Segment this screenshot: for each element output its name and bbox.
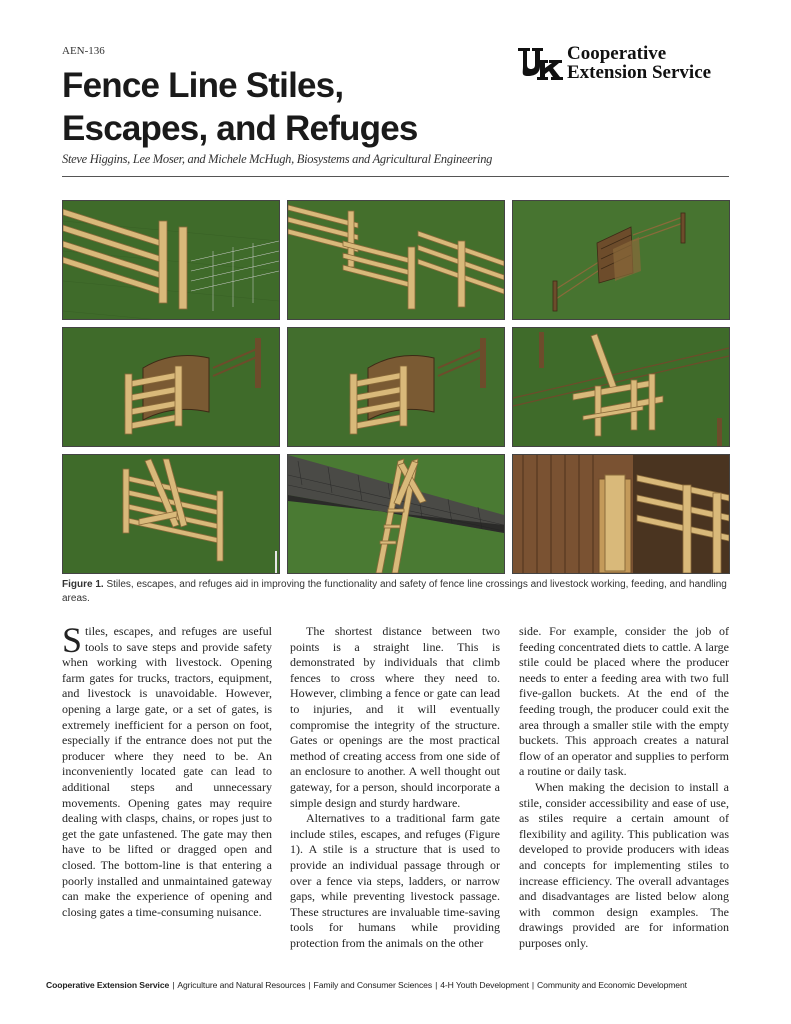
figure-tile-barn-escape [512, 454, 730, 574]
col2-paragraph-1: The shortest distance between two points is a straight line. This is demonstrated by individuals that climb fences to cross where they need to. However, climbing a fence or gate can lead to injuries, and it will eventually compromise the integrity of the structure. Gates or openings are the most practical method of creating access from one side of an enclosure to another. A well thought out gateway, for a person, should incorporate a simple design and sturdy hardware. [290, 624, 500, 810]
body-column-1 [62, 620, 272, 920]
figure-1-grid [62, 200, 730, 574]
document-code: AEN-136 [62, 45, 105, 57]
col1-paragraph-1-text: tiles, escapes, and refuges are useful tools to save steps and provide safety when working with livestock. Opening farm gates for trucks, tractors, equipment, and livestock is unavoidable. However, opening a large gate, or a set of gates, is extremely inefficient for a person on foot, especially if the entrance does not put the producer where they need to be. An inconveniently located gate can lead to additional steps and unnecessary movements. Opening gates may require dealing with clasps, chains, or ropes just to get the gate unfastened. The gate may then have to be lifted or dragged open and closed. The bottom-line is that entering a poorly installed and unmaintained gateway can make the experience of opening and closing gates a time-consuming nuisance. [62, 624, 272, 919]
body-column-3 [519, 624, 729, 951]
drop-cap: S [62, 620, 83, 660]
footer-org: Cooperative Extension Service [46, 980, 170, 990]
page-footer: Cooperative Extension Service | Agriculture and Natural Resources | Family and Consumer Sciences | 4-H Youth Development | Community and Economic Development [46, 980, 687, 990]
col3-paragraph-1: side. For example, consider the job of feeding concentrated diets to cattle. A large stile could be placed where the producer needs to enter a feeding area with two full five-gallon buckets. At the end of the feeding trough, the producer could exit the area through a smaller stile with the empty buckets. This approach creates a natural flow of an operator and supplies to perform a routine or daily task. [519, 624, 729, 779]
figure-caption [62, 578, 732, 606]
figure-tile-stone-wall-ladder [287, 454, 505, 574]
col1-paragraph-1 [62, 620, 272, 920]
figure-caption-text: Stiles, escapes, and refuges aid in improving the functionality and safety of fence line crossings and livestock working, feeding, and handling areas. [62, 579, 727, 604]
body-column-2 [290, 624, 500, 951]
authors-line: Steve Higgins, Lee Moser, and Michele McHugh, Biosystems and Agricultural Engineering [62, 152, 493, 166]
footer-item-3: 4-H Youth Development [440, 980, 529, 990]
title-line-1: Fence Line Stiles, [62, 66, 344, 105]
figure-tile-wing-stile [512, 200, 730, 320]
page-title [62, 64, 522, 150]
logo-line-2: Extension Service [567, 62, 712, 83]
figure-tile-ladder-over-fence [62, 454, 280, 574]
col2-paragraph-2: Alternatives to a traditional farm gate include stiles, escapes, and refuges (Figure 1). A stile is a structure that is used to provide an individual passage through or over a fence via steps, ladders, or narrow gaps, while preventing livestock passage. These structures are invaluable time-saving tools for humans while providing protection from the animals on the other [290, 811, 500, 950]
figure-tile-curved-refuge-1 [62, 327, 280, 447]
header-divider [62, 176, 729, 177]
col3-paragraph-2: When making the decision to install a stile, consider accessibility and ease of use, as stiles require a certain amount of flexibility and agility. This publication was developed to provide producers with ideas and concepts for implementing stiles to increase efficiency. The overall advantages and disadvantages are listed below along with common design examples. The drawings provided are for information purposes only. [519, 779, 729, 950]
title-line-2: Escapes, and Refuges [62, 109, 418, 148]
figure-label: Figure 1. [62, 579, 104, 590]
footer-item-4: Community and Economic Development [537, 980, 687, 990]
figure-tile-offset-fence [287, 200, 505, 320]
logo-line-1: Cooperative [567, 43, 667, 64]
figure-tile-step-stile [512, 327, 730, 447]
figure-tile-rail-stile [62, 200, 280, 320]
logo-wordmark [567, 44, 711, 82]
figure-tile-curved-refuge-2 [287, 327, 505, 447]
uk-logo-mark-icon [517, 46, 563, 84]
footer-item-1: Agriculture and Natural Resources [177, 980, 306, 990]
footer-item-2: Family and Consumer Sciences [313, 980, 433, 990]
uk-extension-logo [517, 44, 732, 86]
